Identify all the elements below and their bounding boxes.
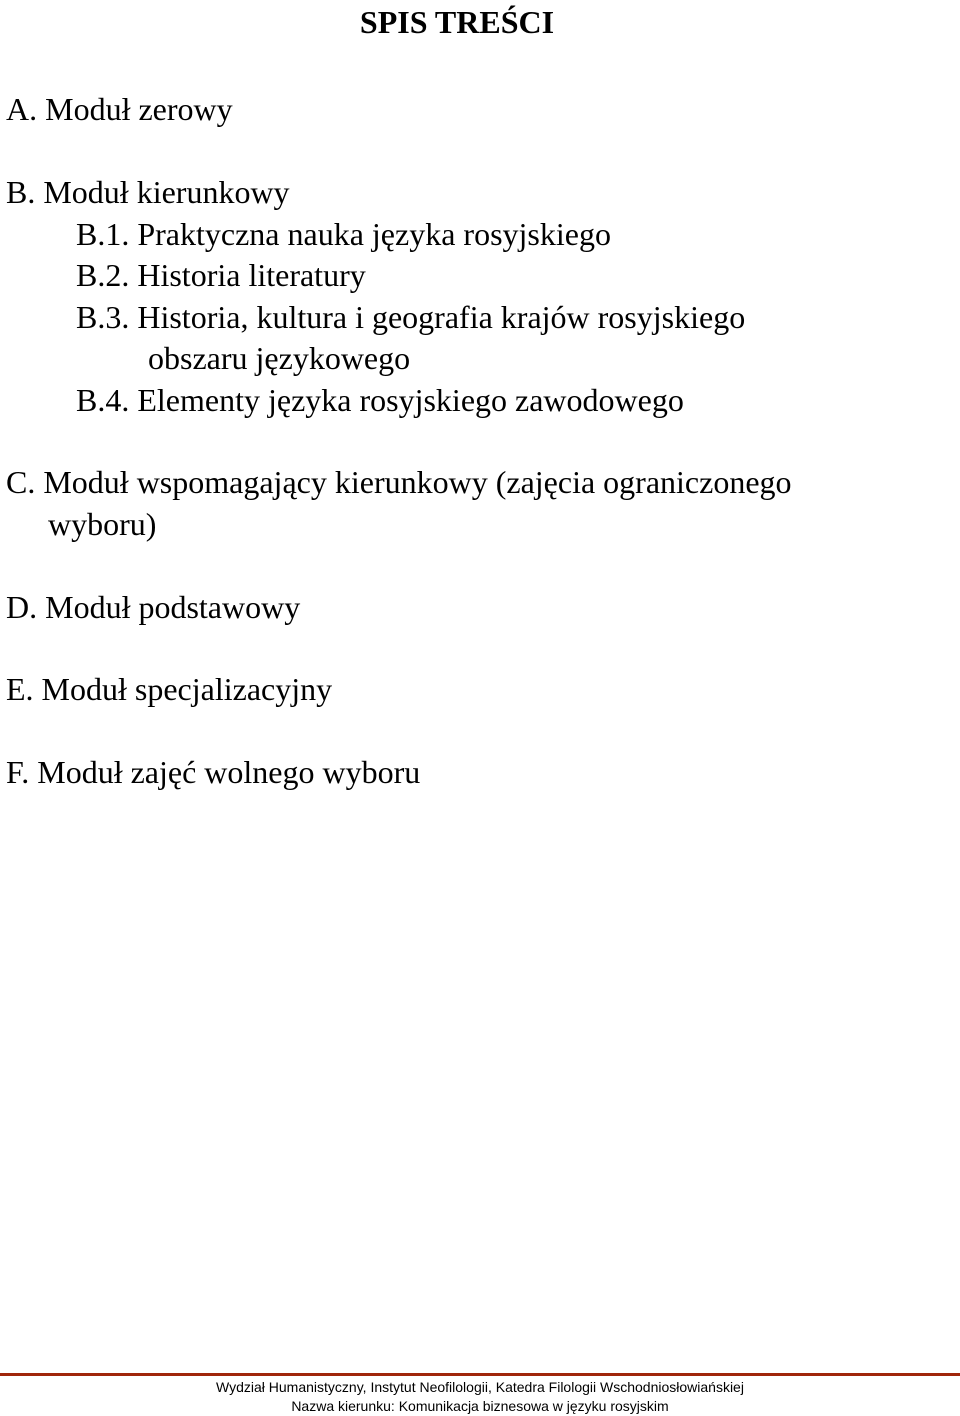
toc-entry-b2: B.2. Historia literatury xyxy=(76,257,366,293)
toc-entry-f: F. Moduł zajęć wolnego wyboru xyxy=(6,754,421,790)
footer-divider xyxy=(0,1373,960,1376)
toc-entry-c: C. Moduł wspomagający kierunkowy (zajęcia ograniczonego xyxy=(6,464,792,500)
footer-program-name: Nazwa kierunku: Komunikacja biznesowa w języku rosyjskim xyxy=(291,1398,669,1414)
toc-entry-b: B. Moduł kierunkowy xyxy=(6,174,290,210)
toc-entry-c-continuation: wyboru) xyxy=(48,506,157,542)
toc-entry-b4: B.4. Elementy języka rosyjskiego zawodowego xyxy=(76,382,684,418)
toc-entry-e: E. Moduł specjalizacyjny xyxy=(6,671,333,707)
page-title: SPIS TREŚCI xyxy=(359,4,555,40)
footer-faculty: Wydział Humanistyczny, Instytut Neofilologii, Katedra Filologii Wschodniosłowiańskiej xyxy=(216,1379,744,1395)
toc-entry-b3-continuation: obszaru językowego xyxy=(148,340,411,376)
toc-entry-b3: B.3. Historia, kultura i geografia krajów rosyjskiego xyxy=(76,299,746,335)
toc-entry-d: D. Moduł podstawowy xyxy=(6,589,301,625)
toc-entry-b1: B.1. Praktyczna nauka języka rosyjskiego xyxy=(76,216,611,252)
toc-entry-a: A. Moduł zerowy xyxy=(6,91,233,127)
